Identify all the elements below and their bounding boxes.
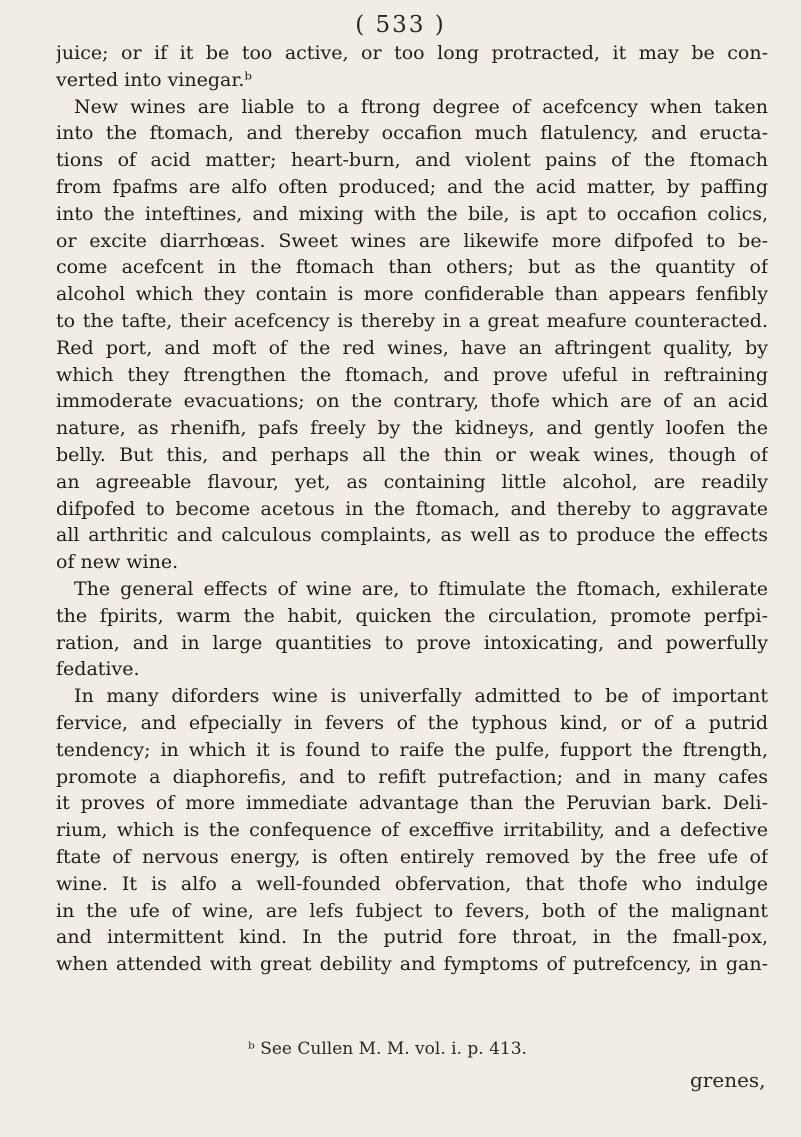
text-line: come acefcent in the ftomach than others; but as the quantity of xyxy=(56,256,768,279)
text-line: ftate of nervous energy, is often entirely removed by the free ufe of xyxy=(56,845,768,868)
text-line: when attended with great debility and fymptoms of putrefcency, in gan- xyxy=(56,953,768,976)
text-line: difpofed to become acetous in the ftomach, and thereby to aggravate xyxy=(56,497,768,520)
text-line: it proves of more immediate advantage than the Peruvian bark. Deli- xyxy=(56,792,768,815)
text-line: promote a diaphorefis, and to refift putrefaction; and in many cafes xyxy=(56,765,768,788)
text-line: in the ufe of wine, are lefs fubject to fevers, both of the malignant xyxy=(56,899,768,922)
text-line: which they ftrengthen the ftomach, and prove ufeful in reftraining xyxy=(56,363,768,386)
text-line: belly. But this, and perhaps all the thin or weak wines, though of xyxy=(56,443,768,466)
text-line: tions of acid matter; heart-burn, and violent pains of the ftomach xyxy=(56,149,768,172)
text-line: nature, as rhenifh, pafs freely by the kidneys, and gently loofen the xyxy=(56,417,768,440)
page-number: ( 533 ) xyxy=(355,12,446,38)
text-line: juice; or if it be too active, or too long protracted, it may be con- xyxy=(56,42,768,64)
text-line: and intermittent kind. In the putrid fore throat, in the fmall-pox, xyxy=(56,926,768,949)
text-line: into the inteftines, and mixing with the bile, is apt to occafion colics, xyxy=(56,202,768,225)
text-line: or excite diarrhœas. Sweet wines are likewife more difpofed to be- xyxy=(56,229,768,252)
text-line: The general effects of wine are, to ftimulate the ftomach, exhilerate xyxy=(74,577,768,600)
text-line: immoderate evacuations; on the contrary, thofe which are of an acid xyxy=(56,390,768,413)
text-line: Red port, and moft of the red wines, have an aftringent quality, by xyxy=(56,336,768,359)
text-line: tendency; in which it is found to raife the pulfe, fupport the ftrength, xyxy=(56,738,768,761)
text-line: the fpirits, warm the habit, quicken the circulation, promote perfpi- xyxy=(56,604,768,627)
text-line: ration, and in large quantities to prove intoxicating, and powerfully xyxy=(56,631,768,654)
text-line: fedative. xyxy=(56,658,140,681)
paragraph-2 xyxy=(56,94,768,576)
text-line: of new wine. xyxy=(56,551,179,574)
text-line: into the ftomach, and thereby occafion much flatulency, and eructa- xyxy=(56,122,768,145)
text-line: to the tafte, their acefcency is thereby in a great meafure counteracted. xyxy=(56,309,768,332)
paragraph-3 xyxy=(56,576,768,683)
footnote: ᵇ See Cullen M. M. vol. i. p. 413. xyxy=(248,1039,527,1059)
text-line: verted into vinegar.ᵇ xyxy=(56,68,252,91)
text-line: from fpafms are alfo often produced; and the acid matter, by paffing xyxy=(56,175,768,198)
text-line: In many diforders wine is univerfally admitted to be of important xyxy=(74,685,768,708)
catchword: grenes, xyxy=(690,1068,766,1092)
text-line: all arthritic and calculous complaints, as well as to produce the effects xyxy=(56,524,768,547)
paragraph-4 xyxy=(56,683,768,978)
paragraph-1 xyxy=(56,40,768,94)
text-line: New wines are liable to a ftrong degree of acefcency when taken xyxy=(74,95,768,118)
text-line: alcohol which they contain is more confiderable than appears fenfibly xyxy=(56,283,768,306)
text-line: an agreeable flavour, yet, as containing little alcohol, are readily xyxy=(56,470,768,493)
text-line: fervice, and efpecially in fevers of the typhous kind, or of a putrid xyxy=(56,711,768,734)
text-line: rium, which is the confequence of exceffive irritability, and a defective xyxy=(56,819,768,842)
body-text xyxy=(56,40,768,978)
text-line: wine. It is alfo a well-founded obfervation, that thofe who indulge xyxy=(56,872,768,895)
